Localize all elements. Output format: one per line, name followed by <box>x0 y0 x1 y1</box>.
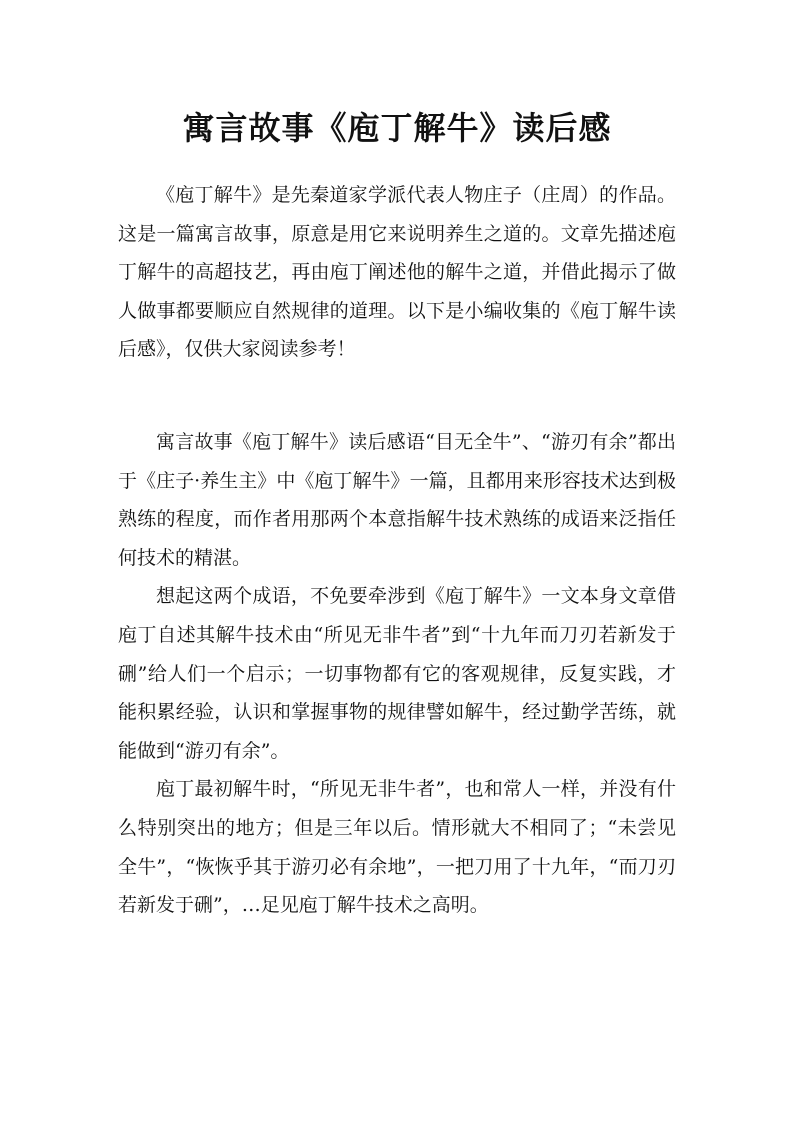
body-paragraph-2: 想起这两个成语，不免要牵涉到《庖丁解牛》一文本身文章借庖丁自述其解牛技术由“所见无非牛者”到“十九年而刀刃若新发于硎”给人们一个启示；一切事物都有它的客观规律，反复实践，才能积累经验，认识和掌握事物的规律譬如解牛，经过勤学苦练，就能做到“游刃有余”。 <box>118 585 676 762</box>
intro-section <box>118 176 676 369</box>
intro-paragraph: 《庖丁解牛》是先秦道家学派代表人物庄子（庄周）的作品。这是一篇寓言故事，原意是用它来说明养生之道的。文章先描述庖丁解牛的高超技艺，再由庖丁阐述他的解牛之道，并借此揭示了做人做事都要顺应自然规律的道理。以下是小编收集的《庖丁解牛读后感》，仅供大家阅读参考！ <box>118 184 676 361</box>
body-paragraph-3: 庖丁最初解牛时，“所见无非牛者”，也和常人一样，并没有什么特别突出的地方；但是三年以后。情形就大不相同了；“未尝见全牛”，“恢恢乎其于游刃必有余地”，一把刀用了十九年，“而刀刃若新发于硎”，…足见庖丁解牛技术之高明。 <box>118 778 676 917</box>
body-section <box>118 423 676 925</box>
document-title: 寓言故事《庖丁解牛》读后感 <box>182 109 612 147</box>
body-paragraph-1: 寓言故事《庖丁解牛》读后感语“目无全牛”、“游刃有余”都出于《庄子·养生主》中《庖丁解牛》一篇，且都用来形容技术达到极熟练的程度，而作者用那两个本意指解牛技术熟练的成语来泛指任何技术的精湛。 <box>118 431 676 569</box>
